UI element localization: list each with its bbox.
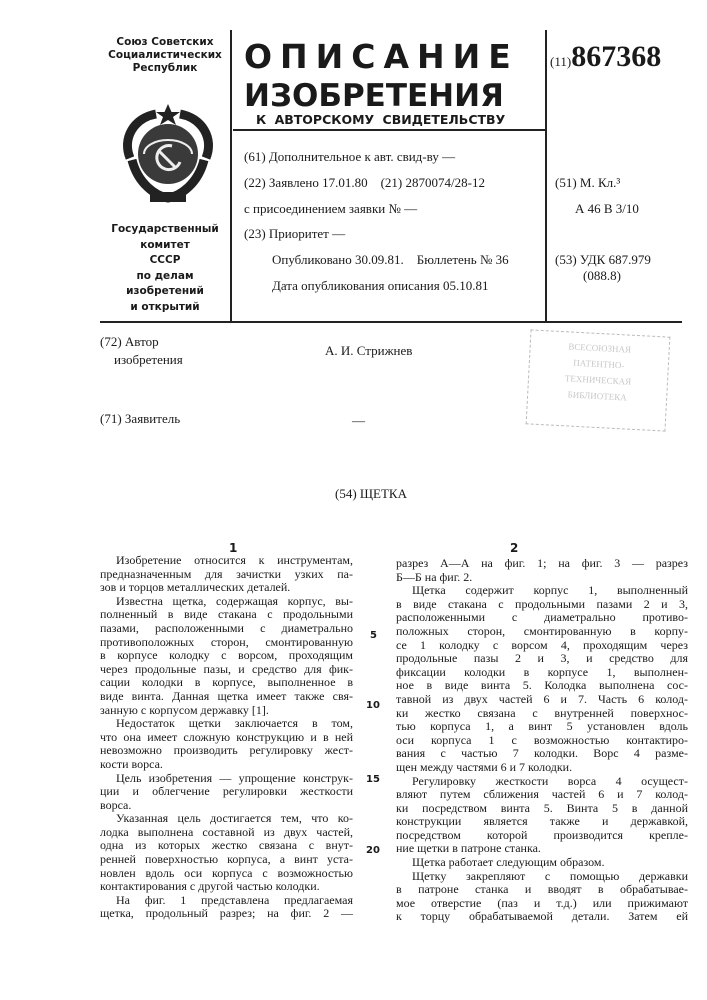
text-line: разрез А—А на фиг. 1; на фиг. 3 — разрез bbox=[396, 557, 688, 571]
text-line: щен между частями 6 и 7 колодки. bbox=[396, 761, 688, 775]
paragraph bbox=[396, 870, 688, 924]
text-line: ции и облегчение регулировки жесткости bbox=[100, 785, 353, 799]
text-line: зов и торцов металлических деталей. bbox=[100, 581, 353, 595]
org-line: Союз Советских bbox=[100, 36, 230, 49]
applicant-label: (71) Заявитель bbox=[100, 411, 180, 426]
committee-line: и открытий bbox=[100, 300, 230, 316]
text-line: ки посредством винта 5. Винта 5 в данной bbox=[396, 802, 688, 816]
library-stamp bbox=[526, 329, 671, 431]
text-line: одна из которых жестко связана с внут- bbox=[100, 839, 353, 853]
column-number: 1 bbox=[229, 541, 237, 555]
text-line: посредством которой производится крепле- bbox=[396, 829, 688, 843]
paragraph bbox=[396, 584, 688, 774]
paragraph bbox=[100, 595, 353, 717]
org-line: Республик bbox=[100, 62, 230, 75]
committee-line: СССР bbox=[100, 253, 230, 269]
committee-name bbox=[100, 222, 230, 315]
text-line: ное в виде винта 5. Колодка выполнена сос- bbox=[396, 679, 688, 693]
text-line: се 1 колодку с ворсом 4, проходящим через bbox=[396, 639, 688, 653]
text-line: На фиг. 1 представлена предлагаемая bbox=[100, 894, 353, 908]
field-description-date: Дата опубликования описания 05.10.81 bbox=[272, 278, 488, 293]
field-join: с присоединением заявки № — bbox=[244, 201, 417, 216]
stamp-line: БИБЛИОТЕКА bbox=[528, 384, 667, 407]
text-line: Изобретение относится к инструментам, bbox=[100, 554, 353, 568]
field-51-value: А 46 В 3/10 bbox=[575, 201, 639, 216]
field-53-value: (088.8) bbox=[583, 268, 621, 283]
text-line: предназначенным для зачистки узких па- bbox=[100, 568, 353, 582]
divider bbox=[230, 30, 232, 322]
text-line: новлен вдоль оси корпуса с возможностью bbox=[100, 867, 353, 881]
text-line: через продольные пазы, и средство для фик- bbox=[100, 663, 353, 677]
text-line: в патроне станка и вводят в обрабатывае- bbox=[396, 883, 688, 897]
paragraph bbox=[100, 772, 353, 813]
text-line: Известна щетка, содержащая корпус, вы- bbox=[100, 595, 353, 609]
line-number: 10 bbox=[366, 700, 380, 711]
field-22-21: (22) Заявлено 17.01.80 (21) 2870074/28-12 bbox=[244, 175, 485, 190]
text-line: в виде стакана с продольными пазами 2 и 3, bbox=[396, 598, 688, 612]
stamp-line: ПАТЕНТНО- bbox=[530, 352, 669, 375]
org-line: Социалистических bbox=[100, 49, 230, 62]
text-line: к торцу обрабатываемой детали. Затем ей bbox=[396, 910, 688, 924]
text-line: Щетку закрепляют с помощью державки bbox=[396, 870, 688, 884]
divider bbox=[233, 129, 545, 131]
applicant-value: — bbox=[352, 413, 365, 428]
field-53-label: (53) УДК 687.979 bbox=[555, 252, 651, 267]
paragraph bbox=[396, 557, 688, 584]
text-line: лодка выполнена составной из двух частей, bbox=[100, 826, 353, 840]
text-line: занную с корпусом державку [1]. bbox=[100, 704, 353, 718]
paragraph bbox=[396, 856, 688, 870]
text-line: Б—Б на фиг. 2. bbox=[396, 571, 688, 585]
text-line: Указанная цель достигается тем, что ко- bbox=[100, 812, 353, 826]
invention-title: (54) ЩЕТКА bbox=[335, 486, 407, 501]
text-line: Недостаток щетки заключается в том, bbox=[100, 717, 353, 731]
text-line: контактирования с другой частью колодки. bbox=[100, 880, 353, 894]
patent-number-value: 867368 bbox=[571, 40, 661, 73]
document-title: ИЗОБРЕТЕНИЯ bbox=[244, 78, 540, 114]
document-subtitle: К АВТОРСКОМУ СВИДЕТЕЛЬСТВУ bbox=[256, 112, 505, 127]
paragraph bbox=[100, 554, 353, 595]
text-line: ворса. bbox=[100, 799, 353, 813]
text-line: продольные пазы 2 и 3, и средство для bbox=[396, 652, 688, 666]
text-line: оси корпуса 1 с возможностью контактиро- bbox=[396, 734, 688, 748]
text-line: вания с частью 7 колодки. Ворс 4 разме- bbox=[396, 747, 688, 761]
text-line: щетка, продольный разрез; на фиг. 2 — bbox=[100, 907, 353, 921]
text-line: ние щетки в патроне станка. bbox=[396, 842, 688, 856]
text-column-1 bbox=[100, 554, 353, 921]
paragraph bbox=[100, 894, 353, 921]
text-line: противоположных сторон, смонтированную bbox=[100, 636, 353, 650]
text-line: фиксации колодки в корпусе 1, выполнен- bbox=[396, 666, 688, 680]
text-line: тью корпуса 1, а винт 5 установлен вдоль bbox=[396, 720, 688, 734]
text-line: Щетка работает следующим образом. bbox=[396, 856, 688, 870]
field-23: (23) Приоритет — bbox=[244, 226, 345, 241]
field-51-label: (51) М. Кл.³ bbox=[555, 175, 620, 190]
text-line: вляют путем сближения частей 6 и 7 колод- bbox=[396, 788, 688, 802]
text-line: мое отверстие (паз и т.д.) или прижимают bbox=[396, 897, 688, 911]
text-line: полненный в виде стакана с продольными bbox=[100, 608, 353, 622]
text-line: ренней поверхностью корпуса, а винт уста- bbox=[100, 853, 353, 867]
text-line: конструкции является также и державкой, bbox=[396, 815, 688, 829]
text-line: тавной из двух частей 6 и 7. Часть 6 колод- bbox=[396, 693, 688, 707]
stamp-line: ВСЕСОЮЗНАЯ bbox=[530, 336, 669, 359]
divider bbox=[545, 30, 547, 322]
text-line: кости ворса. bbox=[100, 758, 353, 772]
text-line: Регулировку жесткости ворса 4 осущест- bbox=[396, 775, 688, 789]
line-number: 5 bbox=[370, 630, 377, 641]
field-61: (61) Дополнительное к авт. свид-ву — bbox=[244, 149, 455, 164]
patent-number bbox=[550, 40, 661, 74]
author-label: (72) Автор bbox=[100, 334, 159, 349]
text-line: что она имеет сложную конструкцию и в ней bbox=[100, 731, 353, 745]
text-line: невозможно производить регулировку жест- bbox=[100, 744, 353, 758]
author-name: А. И. Стрижнев bbox=[325, 343, 412, 358]
ussr-emblem-icon bbox=[112, 98, 224, 208]
paragraph bbox=[100, 717, 353, 771]
text-line: пазами, расположенными с диаметрально bbox=[100, 622, 353, 636]
author-label: изобретения bbox=[114, 352, 183, 367]
committee-line: по делам изобретений bbox=[100, 269, 230, 300]
text-column-2 bbox=[396, 557, 688, 924]
text-line: сации колодки в корпусе, выполненное в bbox=[100, 676, 353, 690]
document-title: ОПИСАНИЕ bbox=[244, 38, 536, 76]
text-line: в корпусе колодку с ворсом, проходящим bbox=[100, 649, 353, 663]
text-line: Щетка содержит корпус 1, выполненный bbox=[396, 584, 688, 598]
patent-code: (11) bbox=[550, 54, 571, 69]
paragraph bbox=[100, 812, 353, 894]
text-line: положных сторон, смонтированную в корпу- bbox=[396, 625, 688, 639]
divider bbox=[100, 321, 682, 323]
committee-line: Государственный комитет bbox=[100, 222, 230, 253]
text-line: виде винта. Данная щетка имеет также свя- bbox=[100, 690, 353, 704]
text-line: Цель изобретения — упрощение конструк- bbox=[100, 772, 353, 786]
text-line: расположенными с диаметрально противо- bbox=[396, 611, 688, 625]
text-line: ки жестко связана с внутренней поверхнос- bbox=[396, 707, 688, 721]
paragraph bbox=[396, 775, 688, 857]
column-number: 2 bbox=[510, 541, 518, 555]
line-number: 15 bbox=[366, 774, 380, 785]
line-number: 20 bbox=[366, 845, 380, 856]
stamp-line: ТЕХНИЧЕСКАЯ bbox=[529, 368, 668, 391]
field-published: Опубликовано 30.09.81. Бюллетень № 36 bbox=[272, 252, 509, 267]
organization-name bbox=[100, 36, 230, 75]
